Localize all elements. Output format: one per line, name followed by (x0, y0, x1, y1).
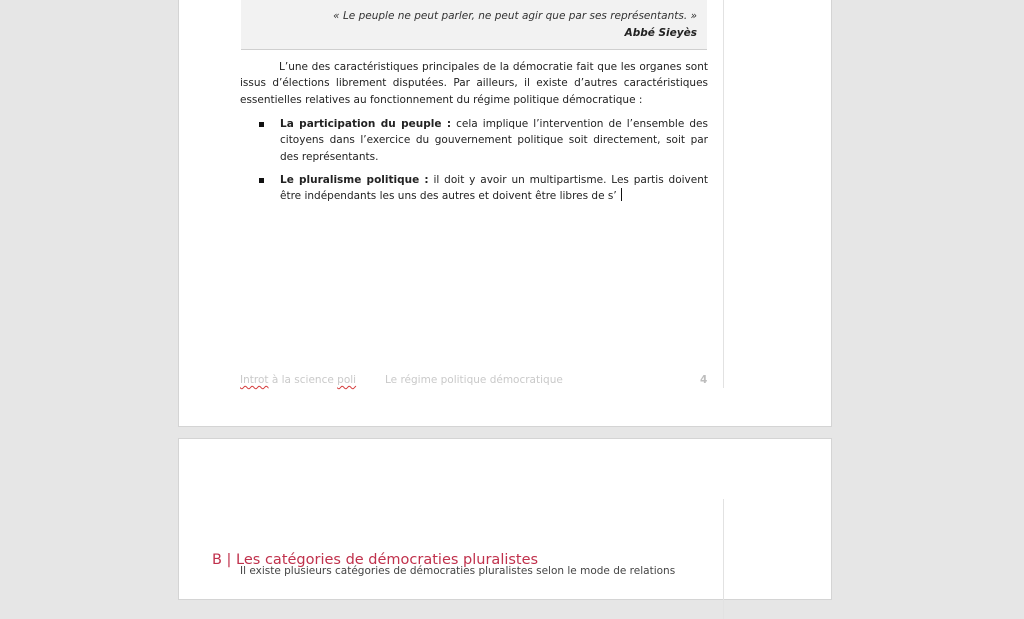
document-page-4 (179, 0, 831, 426)
footer-chapter-title[interactable]: Le régime politique démocratique (385, 374, 563, 386)
right-margin-guide (723, 499, 724, 619)
square-bullet-icon (259, 122, 264, 127)
list-item-text (280, 172, 708, 205)
list-item-body: il doit y avoir un multipartisme. Les partis doivent être indépendants les uns des autres et doivent être libres de s’ (280, 174, 708, 203)
right-margin-guide (723, 0, 724, 388)
paragraph-clipped (240, 565, 708, 577)
quote-text: « Le peuple ne peut parler, ne peut agir que par ses représentants. » (333, 10, 697, 22)
list-item-term: La participation du peuple : (280, 118, 452, 130)
footer-course-middle: à la science (268, 374, 338, 386)
list-item-term: Le pluralisme politique : (280, 174, 429, 186)
intro-paragraph[interactable]: L’une des caractéristiques principales de la démocratie fait que les organes sont issus d’élections librement disputées. Par ailleurs, il existe d’autres caractéristiques essentielles relatives au fonctionnement du régime politique démocratique : (240, 61, 708, 106)
document-page-5 (179, 439, 831, 599)
list-item-body: cela implique l’intervention de l’ensemble des citoyens dans l’exercice du gouvernement politique soit directement, soit par des représentants. (280, 118, 708, 163)
list-item-text (280, 116, 708, 165)
paragraph-clipped-text: Il existe plusieurs catégories de démocraties pluralistes selon le mode de relations (240, 565, 676, 577)
spellcheck-word: Introt (240, 374, 269, 386)
section-heading[interactable]: B | Les catégories de démocraties pluralistes (212, 552, 539, 568)
square-bullet-icon (259, 178, 264, 183)
footer-course-title[interactable] (240, 374, 356, 386)
spellcheck-word: poli (337, 374, 357, 386)
quote-box (241, 0, 707, 50)
quote-author: Abbé Sieyès (624, 27, 697, 39)
text-cursor (621, 188, 622, 201)
footer-page-number: 4 (700, 374, 708, 386)
